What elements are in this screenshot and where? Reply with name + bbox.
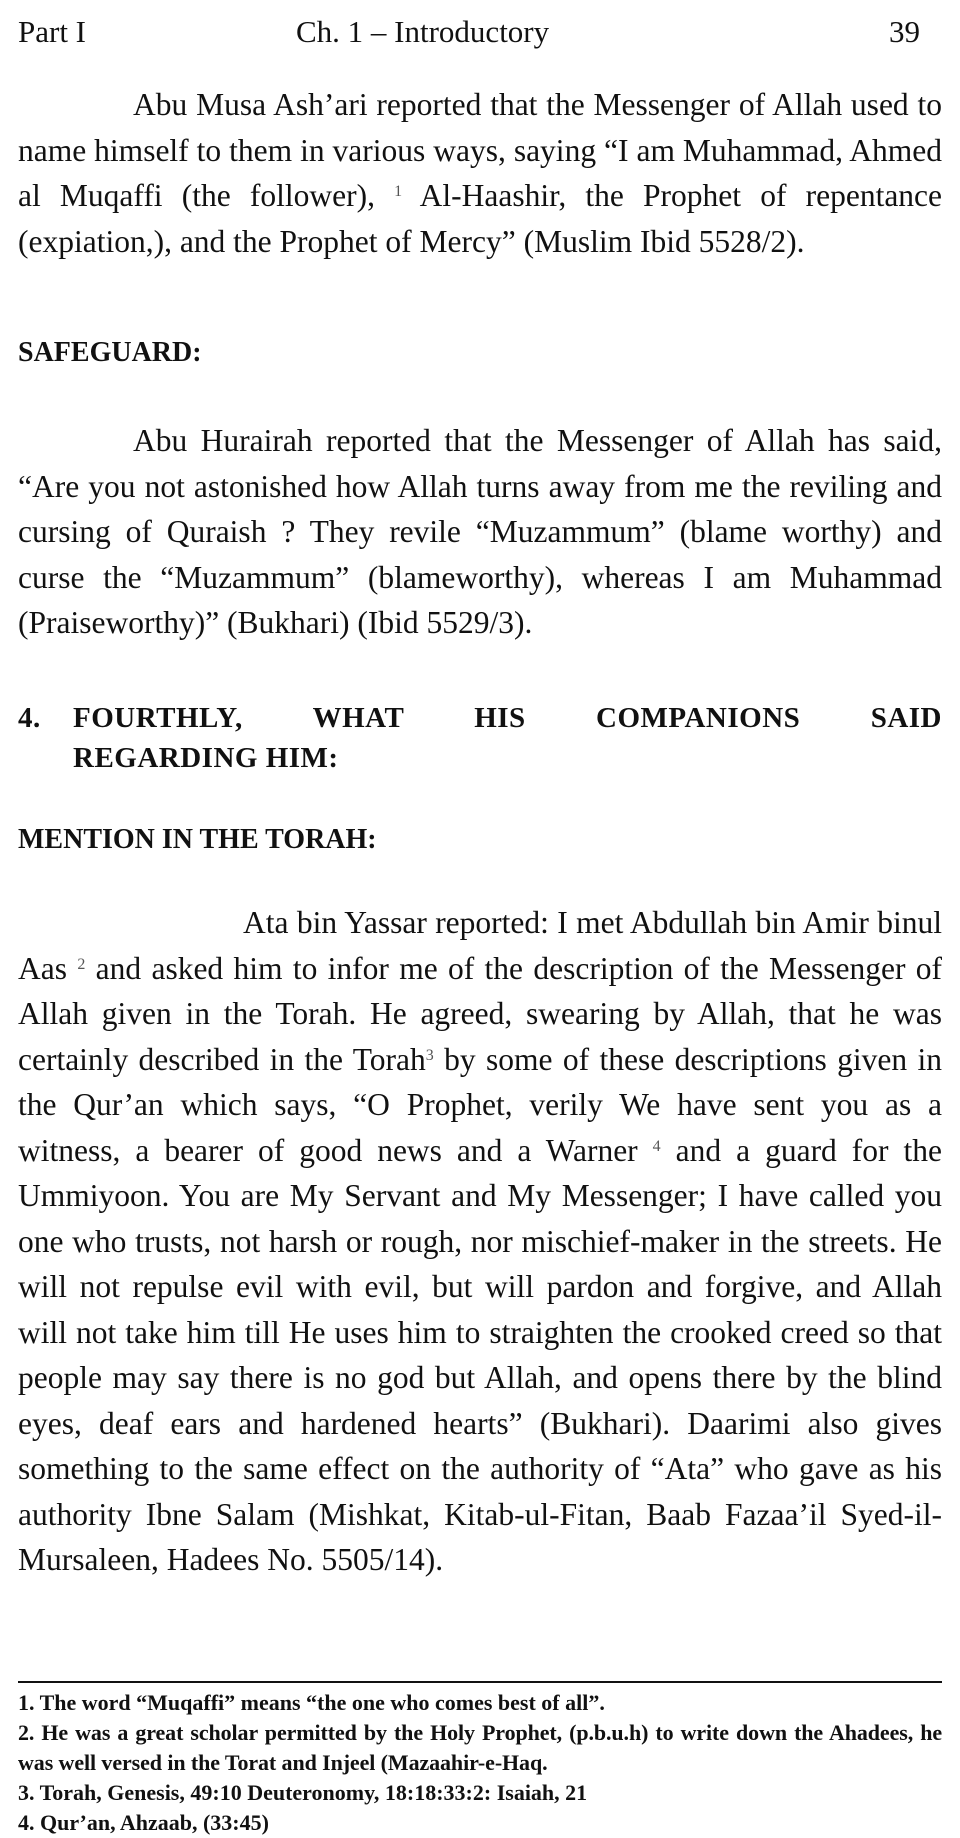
footnote-3: 3. Torah, Genesis, 49:10 Deuteronomy, 18:18:33:2: Isaiah, 21 — [18, 1780, 588, 1805]
section-title-line2: REGARDING HIM: — [73, 742, 339, 774]
heading-mention-in-torah: MENTION IN THE TORAH: — [18, 824, 377, 855]
section-number: 4. — [18, 702, 41, 734]
paragraph-text: and a guard for the Ummiyoon. You are My Servant and My Messenger; I have called you one who trusts, not harsh or rough, nor mischief-maker in the streets. He will not repulse evil with evil, but will pardon and forgive, and Allah will not take him till He uses him to straighten the crooked creed so that people may say there is no god but Allah, and opens there by the blind eyes, deaf ears and hardened hearts” (Bukhari). Daarimi also gives something to the same effect on the authority of “Ata” who gave as his authority Ibne Salam (Mishkat, Kitab-ul-Fitan, Baab Fazaa’il Syed-il-Mursaleen, Hadees No. 5505/14). — [18, 1132, 942, 1577]
footnote-ref-3: 3 — [425, 1046, 434, 1064]
footnote-2: 2. He was a great scholar permitted by the Holy Prophet, (p.b.u.h) to write down the Ahadees, he was well versed in the Torat and Injeel (Mazaahir-e-Haq. — [18, 1720, 942, 1775]
footnote-divider — [18, 1681, 942, 1683]
page-number: 39 — [889, 14, 920, 49]
chapter-title: Ch. 1 – Introductory — [296, 14, 550, 49]
section-4-heading — [18, 698, 942, 778]
footnote-ref-2: 2 — [77, 955, 86, 973]
footnotes — [18, 1688, 942, 1838]
footnote-ref-1: 1 — [394, 183, 403, 200]
footnote-1: 1. The word “Muqaffi” means “the one who comes best of all”. — [18, 1690, 605, 1715]
paragraph-text: Al-Haashir, the Prophet of repentance (expiation,), and the Prophet of Mercy” (Muslim Ibid 5528/2). — [18, 178, 943, 259]
document-page — [18, 0, 943, 1835]
running-header — [18, 12, 942, 52]
part-label: Part I — [18, 14, 87, 49]
paragraph-text: and asked him to infor me of the description of the Messenger of Allah given in the Torah. He agreed, swearing by Allah, that he was certainly described in the Torah — [18, 950, 943, 1077]
footnote-4: 4. Qur’an, Ahzaab, (33:45) — [18, 1810, 269, 1835]
paragraph-abu-hurairah: Abu Hurairah reported that the Messenger of Allah has said, “Are you not astonished how Allah turns away from me the reviling and cursing of Quraish ? They revile “Muzammum” (blame worthy) and curse the “Muzammum” (blameworthy), whereas I am Muhammad (Praiseworthy)” (Bukhari) (Ibid 5529/3). — [18, 423, 942, 640]
footnote-ref-4: 4 — [652, 1137, 661, 1155]
paragraph-text: by some of these descriptions given in the Qur’an which says, “O Prophet, verily We have sent you as a witness, a bearer of good news and a Warner — [18, 1041, 943, 1168]
heading-safeguard: SAFEGUARD: — [18, 337, 202, 368]
paragraph-abu-musa — [18, 82, 942, 264]
paragraph-text: Ata bin Yassar reported: I met Abdullah bin Amir binul Aas — [18, 905, 942, 986]
section-title-line1: FOURTHLY, WHAT HIS COMPANIONS SAID — [73, 702, 942, 734]
paragraph-text: Abu Musa Ash’ari reported that the Messenger of Allah used to name himself to them in various ways, saying “I am Muhammad, Ahmed al Muqaffi (the follower), — [18, 87, 942, 213]
paragraph-ata-bin-yassar — [18, 900, 942, 1583]
